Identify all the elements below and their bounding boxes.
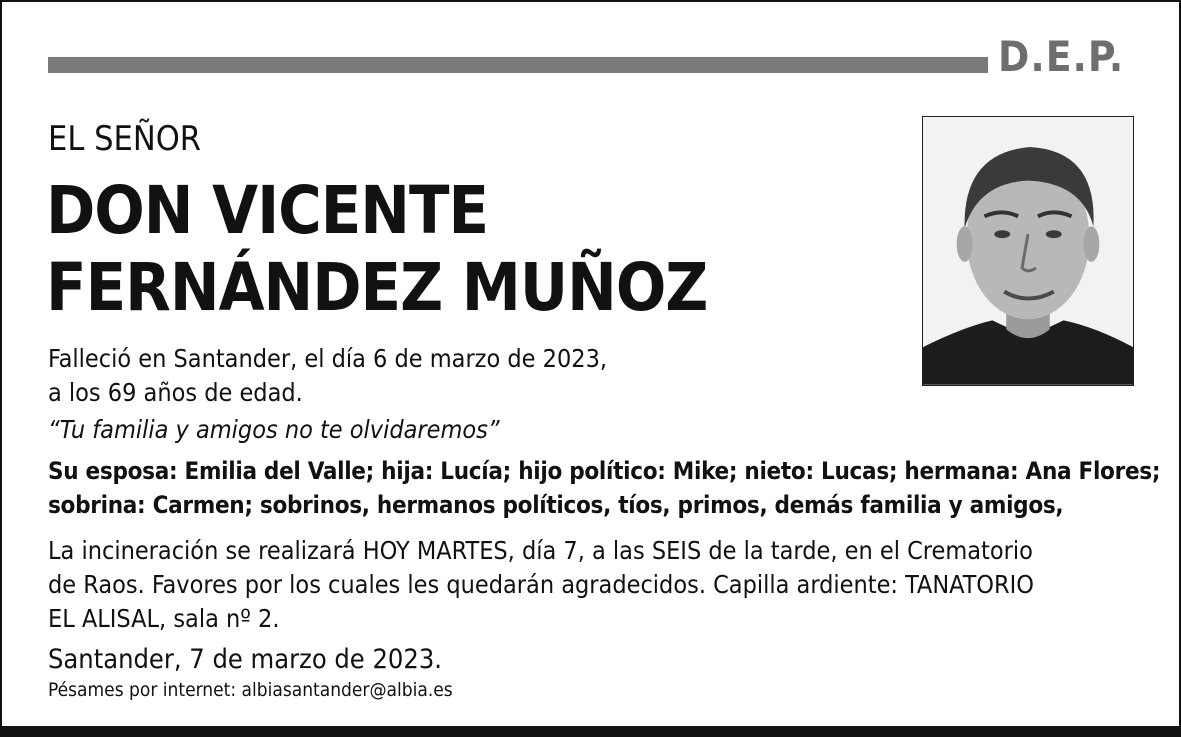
place-and-date: Santander, 7 de marzo de 2023. bbox=[48, 644, 442, 675]
header-rule bbox=[48, 57, 988, 73]
deceased-name bbox=[46, 172, 707, 326]
family-list-line-1: Su esposa: Emilia del Valle; hija: Lucía; hijo político: Mike; nieto: Lucas; hermana: Ana Flores; bbox=[48, 457, 1161, 485]
dep-initials: D.E.P. bbox=[998, 32, 1125, 81]
family-list-line-2: sobrina: Carmen; sobrinos, hermanos políticos, tíos, primos, demás familia y amigos, bbox=[48, 491, 1064, 519]
honorific: EL SEÑOR bbox=[48, 119, 202, 159]
name-line-1: DON VICENTE bbox=[46, 172, 489, 249]
service-details-line-2: de Raos. Favores por los cuales les quedarán agradecidos. Capilla ardiente: TANATORIO bbox=[48, 570, 1034, 599]
death-details-line-2: a los 69 años de edad. bbox=[48, 378, 303, 407]
condolences-contact: Pésames por internet: albiasantander@albia.es bbox=[48, 679, 453, 701]
death-details-line-1: Falleció en Santander, el día 6 de marzo de 2023, bbox=[48, 344, 608, 373]
portrait-photo bbox=[922, 116, 1134, 386]
service-details-line-1: La incineración se realizará HOY MARTES, día 7, a las SEIS de la tarde, en el Crematorio bbox=[48, 536, 1033, 565]
portrait-illustration bbox=[923, 117, 1133, 385]
footer-rule bbox=[2, 726, 1179, 735]
service-details bbox=[48, 534, 1034, 636]
death-details bbox=[48, 342, 607, 410]
memorial-quote: “Tu familia y amigos no te olvidaremos” bbox=[48, 415, 500, 444]
service-details-line-3: EL ALISAL, sala nº 2. bbox=[48, 604, 280, 633]
family-list bbox=[48, 454, 1160, 522]
name-line-2: FERNÁNDEZ MUÑOZ bbox=[46, 249, 708, 327]
